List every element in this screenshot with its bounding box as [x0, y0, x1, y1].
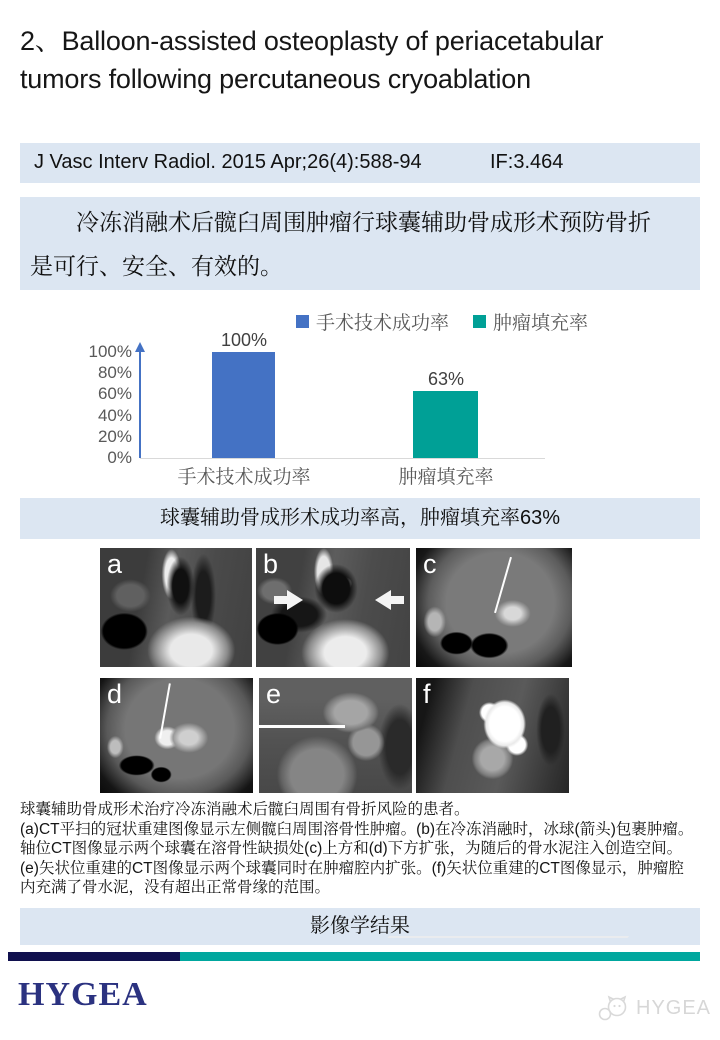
cat-logo-icon [596, 994, 630, 1022]
legend-item-success-rate [296, 308, 449, 335]
needle-line [259, 725, 345, 728]
ct-panel-f [416, 678, 569, 793]
ice-ball-arrow-left-icon [372, 590, 404, 610]
bar-success-rate [212, 352, 275, 458]
panel-letter-a: a [107, 549, 123, 579]
slide-title-line1: 2、Balloon-assisted osteoplasty of periacetabular [20, 26, 604, 56]
category-label-success: 手术技术成功率 [177, 467, 311, 488]
journal-reference: J Vasc Interv Radiol. 2015 Apr;26(4):588-94 [34, 151, 422, 173]
needle-line [494, 557, 512, 613]
chart-summary-banner: 球囊辅助骨成形术成功率高，肿瘤填充率63% [20, 498, 700, 539]
footer-bar-teal-segment [180, 952, 700, 961]
y-axis-tick: 40% [97, 406, 132, 425]
bar-value-label-success: 100% [220, 330, 268, 350]
panel-letter-d: d [107, 679, 123, 709]
x-axis-baseline [140, 458, 545, 459]
y-axis-tick: 100% [88, 342, 132, 361]
y-axis-tick: 60% [97, 384, 132, 403]
ct-panel-d [100, 678, 253, 793]
y-axis-tick: 20% [97, 427, 132, 446]
legend-swatch-blue-icon [296, 315, 309, 328]
ice-ball-arrow-right-icon [274, 590, 306, 610]
bar-fill-rate [413, 391, 478, 458]
journal-citation-bar [20, 143, 700, 183]
panel-letter-e: e [266, 679, 282, 709]
slide-title [20, 22, 710, 98]
panel-letter-b: b [263, 549, 279, 579]
legend-item-fill-rate [473, 308, 588, 335]
category-label-fill: 肿瘤填充率 [398, 467, 494, 488]
impact-factor: IF:3.464 [490, 151, 564, 173]
panel-letter-c: c [423, 549, 437, 579]
caption-line: (e)矢状位重建的CT图像显示两个球囊同时在肿瘤腔内扩张。(f)矢状位重建的CT图像显示，肿瘤腔 [20, 859, 684, 877]
slide-title-line2: tumors following percutaneous cryoablation [20, 64, 531, 94]
decorative-swoosh [375, 936, 629, 952]
chart-legend [296, 308, 588, 335]
ct-panel-a [100, 548, 252, 667]
legend-label-success-rate: 手术技术成功率 [316, 313, 450, 334]
figure-caption [20, 800, 718, 898]
panel-letter-f: f [423, 679, 431, 709]
ct-panel-e [259, 678, 412, 793]
bar-value-label-fill: 63% [427, 369, 465, 390]
watermark-text: HYGEA [636, 996, 712, 1019]
y-axis-tick: 80% [97, 363, 132, 382]
ct-panel-b [256, 548, 410, 667]
y-axis-line [139, 352, 141, 458]
caption-line: 球囊辅助骨成形术治疗冷冻消融术后髋臼周围有骨折风险的患者。 [20, 801, 470, 818]
hygea-watermark [596, 994, 711, 1022]
y-axis-tick: 0% [107, 448, 132, 467]
needle-line [159, 683, 171, 738]
section-banner: 影像学结果 [20, 908, 700, 945]
conclusion-statement-box [20, 197, 700, 290]
ct-panel-c [416, 548, 572, 667]
caption-line: 轴位CT图像显示两个球囊在溶骨性缺损处(c)上方和(d)下方扩张，为随后的骨水泥注入创造空间。 [20, 840, 683, 857]
statement-line-2: 是可行、安全、有效的。 [30, 253, 283, 279]
hygea-logo: HYGEA [18, 976, 148, 1013]
caption-line: (a)CT平扫的冠状重建图像显示左侧髋臼周围溶骨性肿瘤。(b)在冷冻消融时，冰球(箭头)包裹肿瘤。 [20, 820, 694, 838]
legend-label-fill-rate: 肿瘤填充率 [493, 313, 589, 334]
legend-swatch-teal-icon [473, 315, 486, 328]
caption-line: 内充满了骨水泥，没有超出正常骨缘的范围。 [20, 879, 331, 896]
footer-bar-navy-segment [8, 952, 180, 961]
statement-line-1: 冷冻消融术后髋臼周围肿瘤行球囊辅助骨成形术预防骨折 [76, 209, 651, 235]
y-axis-arrow-icon [135, 342, 145, 352]
results-bar-chart [20, 298, 700, 492]
